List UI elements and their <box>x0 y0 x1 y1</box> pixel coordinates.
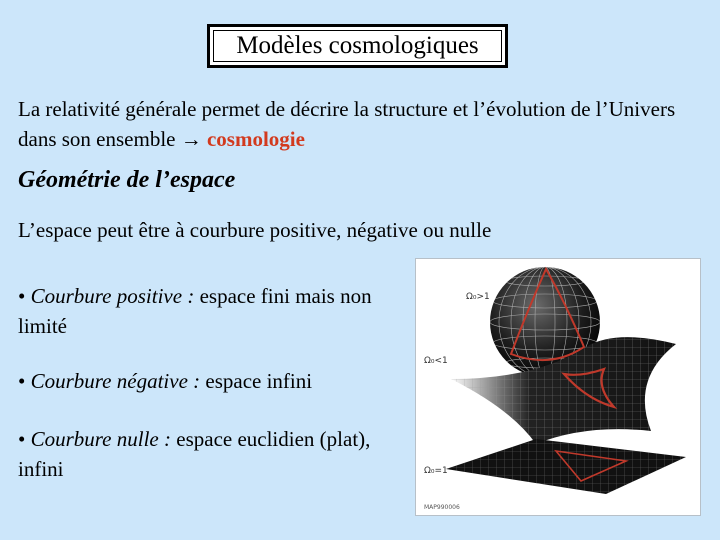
bullet-positive-curvature: • Courbure positive : espace fini mais non limité <box>18 284 372 338</box>
bullet-text: espace infini <box>200 369 313 393</box>
curvature-illustration <box>416 259 700 515</box>
intro-highlight: cosmologie <box>206 127 305 151</box>
curvature-figure <box>415 258 701 516</box>
page-title: Modèles cosmologiques <box>236 32 479 59</box>
subtitle: L’espace peut être à courbure positive, négative ou nulle <box>18 218 492 242</box>
intro-paragraph <box>18 94 708 154</box>
bullet-text: espace euclidien (plat), infini <box>18 427 371 481</box>
intro-text: La relativité générale permet de décrire la structure et l’évolution de l’Univers dans son ensemble → <box>18 97 676 151</box>
bullet-negative-curvature: • Courbure négative : espace infini <box>18 369 313 393</box>
bullet-label: Courbure nulle : <box>30 427 171 451</box>
sphere-label: Ω₀>1 <box>466 292 490 302</box>
saddle-label: Ω₀<1 <box>424 356 448 366</box>
section-title: Géométrie de l’espace <box>18 167 236 193</box>
plane-label: Ω₀=1 <box>424 466 448 476</box>
bullet-zero-curvature: • Courbure nulle : espace euclidien (plat), infini <box>18 427 371 481</box>
figure-credit: MAP990006 <box>424 504 460 511</box>
plane-shape <box>446 439 686 494</box>
bullet-label: Courbure positive : <box>30 284 195 308</box>
title-box <box>207 24 508 68</box>
bullet-text: espace fini mais non limité <box>18 284 372 338</box>
bullet-label: Courbure négative : <box>30 369 201 393</box>
